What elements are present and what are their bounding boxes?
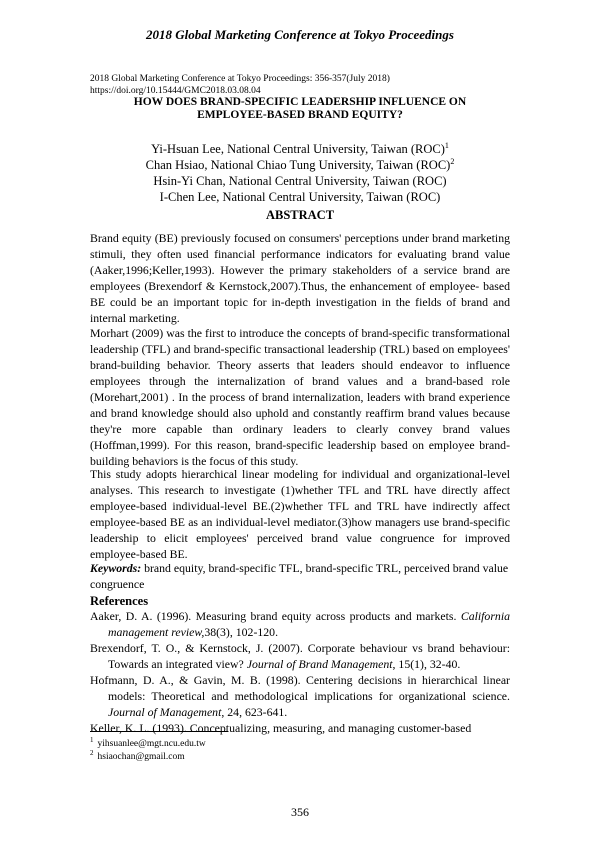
ref-source: Journal of Management xyxy=(108,705,222,719)
abstract-paragraph xyxy=(90,230,510,326)
author-list xyxy=(0,141,600,205)
footnote-marker[interactable]: 2 xyxy=(450,157,455,166)
ref-details: 38(3), 102-120. xyxy=(204,625,279,639)
keywords-label: Keywords: xyxy=(90,561,142,575)
footnote xyxy=(90,751,206,764)
keywords-text: brand equity, brand-specific TFL, brand-specific TRL, perceived brand value congruence xyxy=(90,561,509,591)
ref-details: , 15(1), 32-40. xyxy=(392,657,461,671)
keywords xyxy=(90,560,510,592)
ref-text: Aaker, D. A. (1996). Measuring brand equity across products and markets. xyxy=(90,609,461,623)
paragraph-text: This study adopts hierarchical linear modeling for individual and organizational-level analyses. This research to investigate (1)whether TFL and TRL have directly affect employee-based individual-level BE.(2)whether TFL and TRL have indirectly affect employee-based BE as an individual-level mediator.(3)how managers use brand-specific leadership to elicit employees' perceived brand value congruence for improved employee-based BE. xyxy=(90,467,510,561)
reference-item xyxy=(90,672,510,720)
references-heading: References xyxy=(90,594,149,608)
page-number: 356 xyxy=(291,805,309,819)
ref-source: Journal of Brand Management xyxy=(246,657,393,671)
author-line xyxy=(0,141,600,157)
ref-text: Brexendorf, T. O., & Kernstock, J. (2007). Corporate behaviour vs brand behaviour: Towards an integrated view? xyxy=(90,641,510,671)
footnote-marker[interactable]: 1 xyxy=(444,141,449,150)
email-link[interactable]: hsiaochan@gmail.com xyxy=(97,752,185,762)
footnote xyxy=(90,738,206,751)
paragraph-text: Morhart (2009) was the first to introduce the concepts of brand-specific transformational leadership (TFL) and brand-specific transactional leadership (TRL) based on employees' brand-building behavior. Theory asserts that leaders should endeavor to influence employees through the internalization of brand values and a brand-based role (Morehart,2001) . In the process of brand internalization, leaders with brand experience and brand knowledge should also uphold and constantly reaffirm brand values because they're more capable than ordinary leaders to clearly convey brand values (Hoffman,1999). For this reason, brand-specific leadership based on employee brand-building behaviors is the focus of this study. xyxy=(90,326,510,468)
footnote-number: 2 xyxy=(90,749,94,757)
reference-list xyxy=(90,608,510,736)
ref-text: Hofmann, D. A., & Gavin, M. B. (1998). Centering decisions in hierarchical linear models: Theoretical and methodological implications for organizational science. xyxy=(90,673,510,703)
title-line: EMPLOYEE-BASED BRAND EQUITY? xyxy=(197,109,403,121)
footnote-number: 1 xyxy=(90,736,94,744)
paragraph-text: Brand equity (BE) previously focused on consumers' perceptions under brand marketing stimuli, they often used financial performance indicators for evaluating brand value (Aaker,1996;Keller,1993). However the primary stakeholders of a service brand are employees (Brexendorf & Kernstock,2007).Thus, the enhancement of employee- based BE could be an important topic for in-depth investigation in the fields of brand and internal marketing. xyxy=(90,231,510,325)
citation-line: 2018 Global Marketing Conference at Tokyo Proceedings: 356-357(July 2018) xyxy=(90,74,390,84)
abstract-heading: ABSTRACT xyxy=(265,208,335,222)
reference-item xyxy=(90,608,510,640)
abstract-paragraph xyxy=(90,325,510,469)
author-text: I-Chen Lee, National Central University, Taiwan (ROC) xyxy=(159,190,441,204)
author-text: Yi-Hsuan Lee, National Central University, Taiwan (ROC) xyxy=(151,142,445,156)
running-header: 2018 Global Marketing Conference at Tokyo Proceedings xyxy=(146,27,454,42)
title-line: HOW DOES BRAND-SPECIFIC LEADERSHIP INFLUENCE ON xyxy=(133,96,467,108)
ref-details: , 24, 623-641. xyxy=(221,705,288,719)
email-link[interactable]: yihsuanlee@mgt.ncu.edu.tw xyxy=(97,739,206,749)
footnote-divider xyxy=(90,731,228,732)
author-text: Hsin-Yi Chan, National Central University, Taiwan (ROC) xyxy=(153,174,447,188)
reference-item xyxy=(90,720,510,736)
author-line xyxy=(0,173,600,189)
citation-block xyxy=(90,73,390,97)
author-line xyxy=(0,157,600,173)
reference-item xyxy=(90,640,510,672)
author-line xyxy=(0,189,600,205)
paper-title xyxy=(0,96,600,122)
ref-source: California management review, xyxy=(108,609,510,639)
footnotes xyxy=(90,738,206,764)
doi-link[interactable]: https://doi.org/10.15444/GMC2018.03.08.04 xyxy=(90,86,261,96)
ref-text: Keller, K. L. (1993). Conceptualizing, measuring, and managing customer-based xyxy=(90,721,472,735)
abstract-paragraph xyxy=(90,466,510,562)
author-text: Chan Hsiao, National Chiao Tung University, Taiwan (ROC) xyxy=(145,158,451,172)
